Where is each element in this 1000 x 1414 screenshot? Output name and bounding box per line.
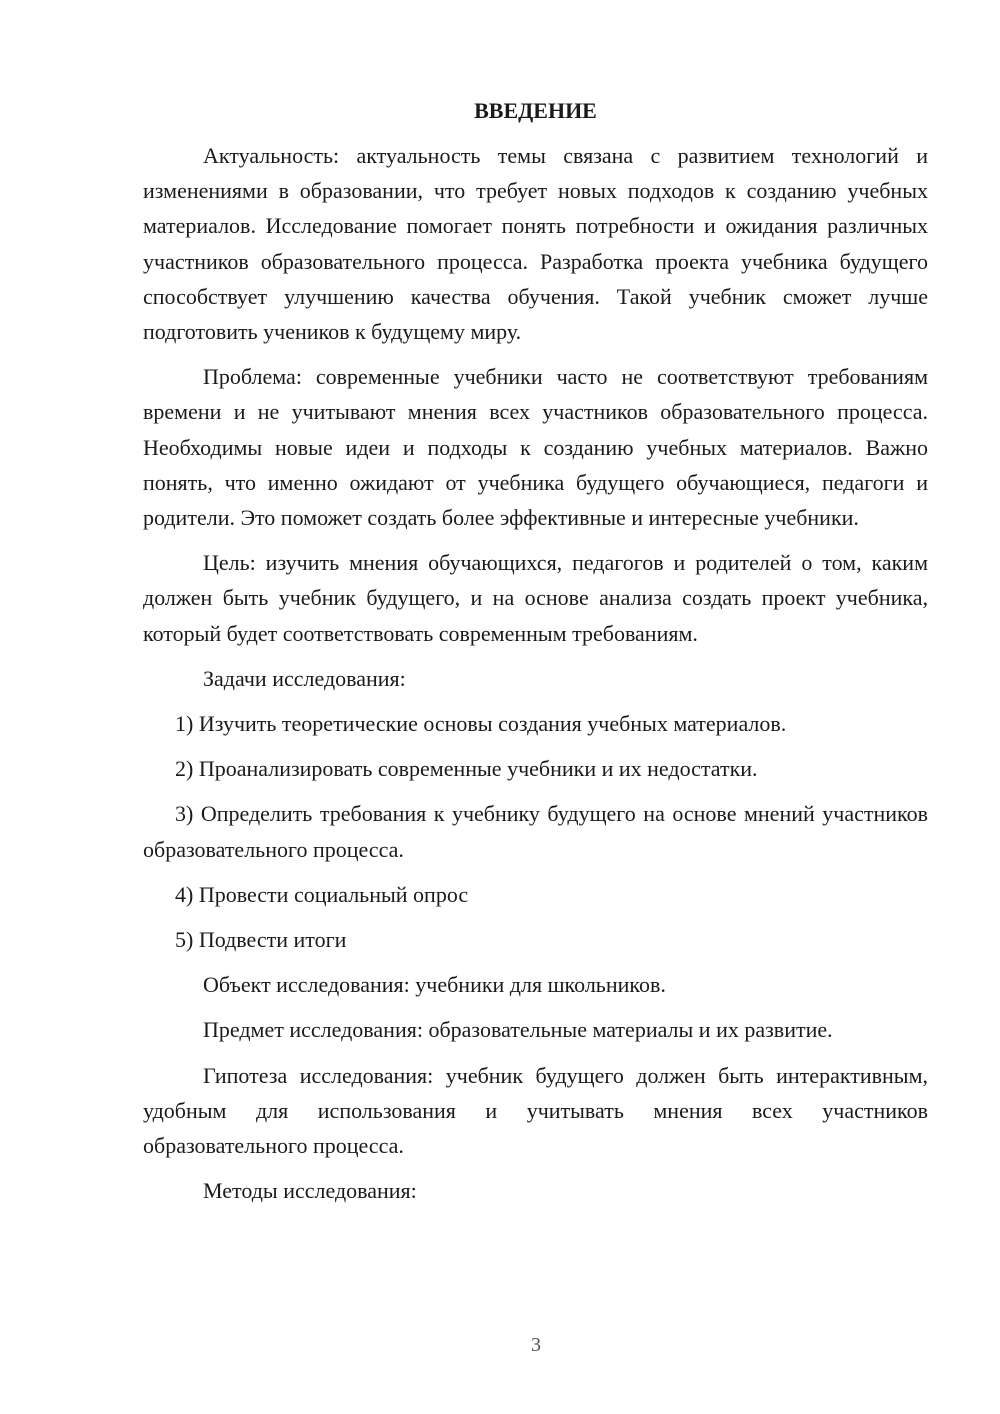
paragraph-hypothesis: Гипотеза исследования: учебник будущего должен быть интерактивным, удобным для использования и учитывать мнения всех участников образовательного процесса.	[143, 1062, 928, 1159]
task-item-1: 1) Изучить теоретические основы создания учебных материалов.	[175, 711, 787, 737]
task-item-2: 2) Проанализировать современные учебники и их недостатки.	[175, 756, 758, 782]
task-item-4: 4) Провести социальный опрос	[175, 881, 469, 907]
paragraph-relevance: Актуальность: актуальность темы связана с развитием технологий и изменениями в образовании, что требует новых подходов к созданию учебных материалов. Исследование помогает понять потребности и ожидания различных участников образовательного процесса. Разработка проекта учебника будущего способствует улучшению качества обучения. Такой учебник сможет лучше подготовить учеников к будущему миру.	[143, 143, 928, 345]
paragraph-subject: Предмет исследования: образовательные материалы и их развитие.	[203, 1017, 833, 1043]
paragraph-object: Объект исследования: учебники для школьников.	[203, 972, 666, 998]
document-page	[143, 96, 928, 1218]
paragraph-problem: Проблема: современные учебники часто не соответствуют требованиям времени и не учитывают мнения всех участников образовательного процесса. Необходимы новые идеи и подходы к созданию учебных материалов. Важно понять, что именно ожидают от учебника будущего обучающиеся, педагоги и родители. Это поможет создать более эффективные и интересные учебники.	[143, 364, 928, 531]
task-item-5: 5) Подвести итоги	[175, 927, 347, 953]
paragraph-methods: Методы исследования:	[203, 1178, 417, 1204]
page-number: 3	[531, 1334, 541, 1356]
page-title: ВВЕДЕНИЕ	[474, 98, 597, 123]
paragraph-tasks-heading: Задачи исследования:	[203, 665, 406, 691]
task-item-3: 3) Определить требования к учебнику будущего на основе мнений участников образовательного процесса.	[143, 801, 928, 862]
paragraph-goal: Цель: изучить мнения обучающихся, педагогов и родителей о том, каким должен быть учебник будущего, и на основе анализа создать проект учебника, который будет соответствовать современным требованиям.	[143, 550, 928, 646]
